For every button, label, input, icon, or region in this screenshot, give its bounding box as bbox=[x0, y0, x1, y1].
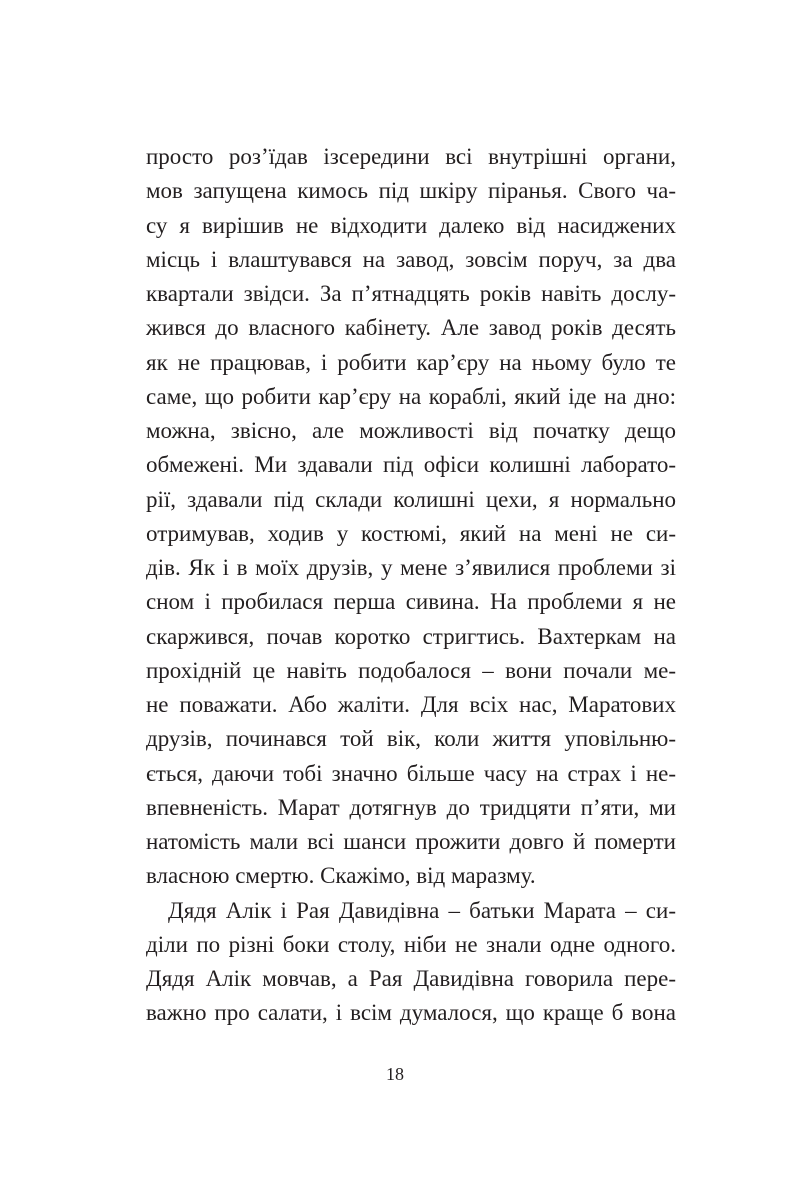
text-line-23: Дядя Алік і Рая Давидівна – батьки Марата – си- bbox=[168, 897, 676, 923]
text-line-16: прохідній це навіть подобалося – вони почали ме- bbox=[146, 657, 676, 683]
text-line-3: су я вирішив не відходити далеко від насиджених bbox=[146, 212, 676, 238]
text-line-4: місць і влаштувався на завод, зовсім поруч, за два bbox=[146, 246, 676, 272]
text-line-6: жився до власного кабінету. Але завод років десять bbox=[146, 315, 676, 341]
text-line-12: отримував, ходив у костюмі, який на мені не си- bbox=[146, 520, 676, 546]
text-line-13: дів. Як і в моїх друзів, у мене з’явилися проблеми зі bbox=[146, 555, 676, 580]
text-line-21: натомість мали всі шанси прожити довго й померти bbox=[146, 829, 676, 854]
text-line-15: скаржився, почав коротко стригтись. Вахтеркам на bbox=[146, 623, 676, 649]
text-line-2: мов запущена кимось під шкіру піранья. Свого ча- bbox=[146, 178, 676, 204]
text-line-10: обмежені. Ми здавали під офіси колишні лаборато- bbox=[146, 452, 676, 478]
text-line-24: діли по різні боки столу, ніби не знали одне одного. bbox=[146, 931, 676, 957]
text-line-17: не поважати. Або жаліти. Для всіх нас, Маратових bbox=[146, 692, 676, 717]
text-line-9: можна, звісно, але можливості від початку дещо bbox=[146, 418, 676, 443]
text-line-8: саме, що робити кар’єру на кораблі, який іде на дно: bbox=[146, 383, 676, 409]
text-line-18: друзів, починався той вік, коли життя уповільню- bbox=[146, 726, 676, 752]
text-line-20: впевненість. Марат дотягнув до тридцяти п’яти, ми bbox=[146, 794, 676, 820]
page-number: 18 bbox=[386, 1064, 404, 1084]
text-line-11: рії, здавали під склади колишні цехи, я нормально bbox=[146, 486, 676, 512]
text-line-14: сном і пробилася перша сивина. На проблеми я не bbox=[146, 589, 676, 615]
text-line-22: власною смертю. Скажімо, від маразму. bbox=[146, 863, 536, 889]
body-text bbox=[146, 140, 676, 1031]
text-line-5: квартали звідси. За п’ятнадцять років навіть дослу- bbox=[146, 281, 676, 306]
text-line-25: Дядя Алік мовчав, а Рая Давидівна говорила пере- bbox=[146, 966, 676, 991]
text-line-19: ється, даючи тобі значно більше часу на страх і не- bbox=[146, 760, 676, 786]
text-line-1: просто роз’їдав ізсередини всі внутрішні органи, bbox=[146, 144, 676, 169]
text-line-26: важно про салати, і всім думалося, що краще б вона bbox=[146, 1000, 676, 1026]
text-line-7: як не працював, і робити кар’єру на ньому було те bbox=[146, 349, 676, 375]
